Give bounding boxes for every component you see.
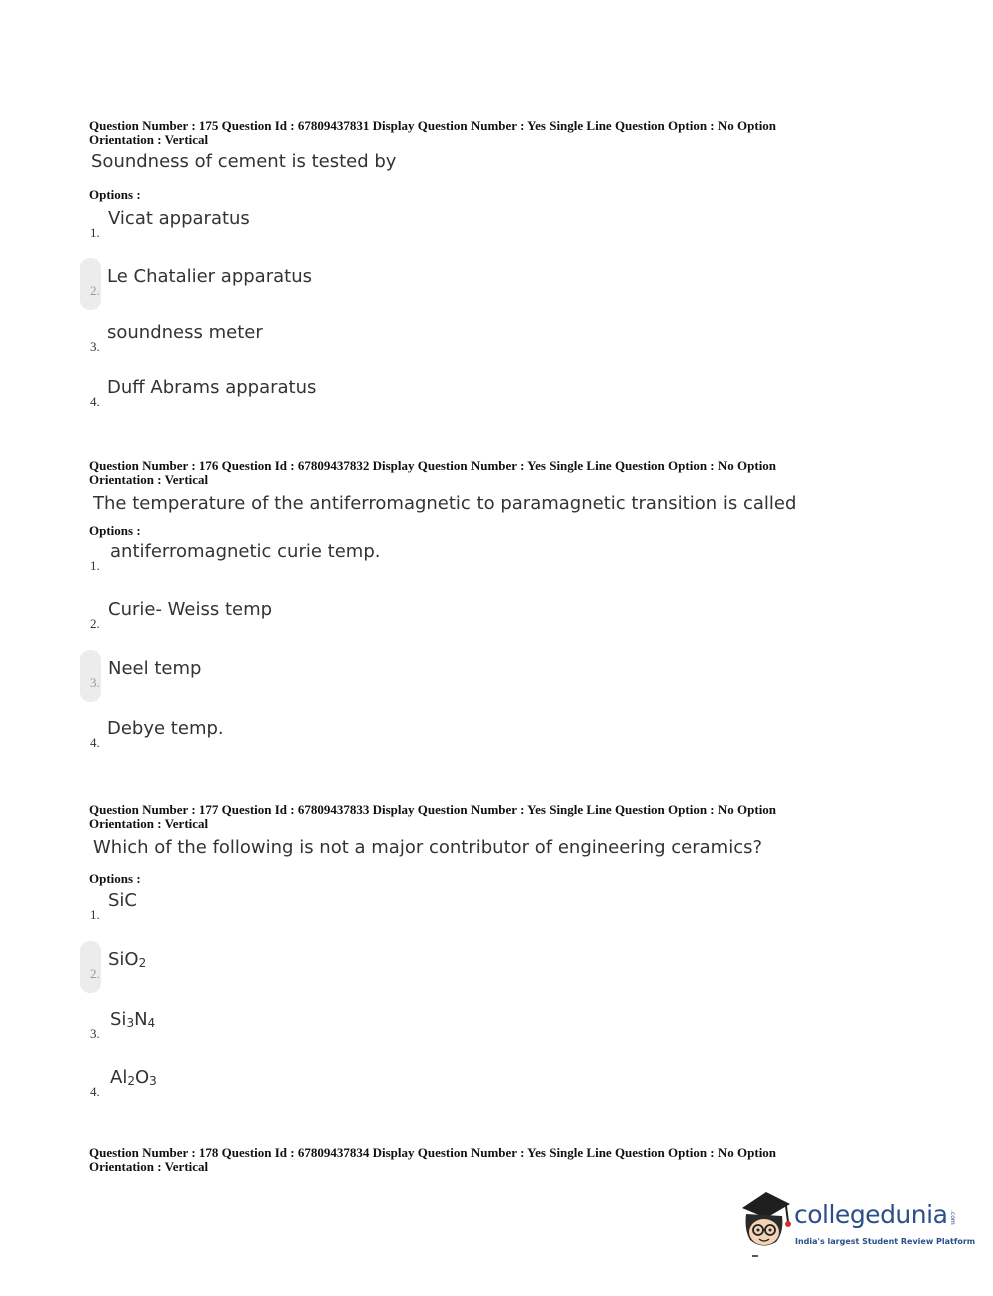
question-meta: [89, 803, 889, 831]
question-meta: [89, 119, 889, 147]
option-item[interactable]: [80, 208, 580, 248]
option-item[interactable]: [80, 322, 580, 362]
question-meta-line: Orientation : Vertical: [89, 816, 209, 831]
collegedunia-logo[interactable]: [736, 1190, 976, 1260]
option-text: $Al_2O_3$: [110, 1067, 157, 1088]
option-number: 4.: [90, 394, 100, 409]
option-number: 1.: [90, 225, 100, 240]
question-meta: [89, 459, 889, 487]
option-item-correct[interactable]: [80, 949, 580, 989]
option-number: 1.: [90, 558, 100, 573]
option-item[interactable]: [80, 890, 580, 930]
option-item[interactable]: [80, 541, 580, 581]
question-text: Soundness of cement is tested by: [91, 151, 397, 172]
question-meta-line: Orientation : Vertical: [89, 132, 209, 147]
option-item[interactable]: [80, 377, 580, 417]
option-text: antiferromagnetic curie temp.: [110, 541, 381, 562]
option-number: 3.: [90, 339, 100, 354]
option-text: SiO$_2$: [108, 949, 147, 970]
option-number: 2.: [90, 616, 100, 631]
options-label: Options :: [89, 871, 141, 886]
option-number: 2.: [90, 966, 100, 981]
option-text: Vicat apparatus: [108, 208, 250, 229]
option-item[interactable]: [80, 718, 580, 758]
question-meta-line: Orientation : Vertical: [89, 1159, 209, 1174]
brand-tagline: India's largest Student Review Platform: [795, 1237, 976, 1246]
option-item[interactable]: [80, 1009, 580, 1049]
option-number: 1.: [90, 907, 100, 922]
option-text: Neel temp: [108, 658, 202, 679]
mascot-icon: [736, 1190, 796, 1260]
question-meta-line: Orientation : Vertical: [89, 472, 209, 487]
option-number: 2.: [90, 283, 100, 298]
option-item-correct[interactable]: [80, 658, 580, 698]
option-text: Le Chatalier apparatus: [107, 266, 312, 287]
option-item[interactable]: [80, 599, 580, 639]
option-text: $Si_3N_4$: [110, 1009, 156, 1030]
brand-suffix: .com: [949, 1210, 956, 1225]
question-meta-line: Question Number : 175 Question Id : 67809437831 Display Question Number : Yes Single Line Question Option : No Option: [89, 118, 777, 133]
option-text: soundness meter: [107, 322, 263, 343]
question-meta-line: Question Number : 178 Question Id : 67809437834 Display Question Number : Yes Single Line Question Option : No Option: [89, 1145, 777, 1160]
option-number: 3.: [90, 1026, 100, 1041]
option-number: 4.: [90, 735, 100, 750]
options-label: Options :: [89, 523, 141, 538]
option-number: 3.: [90, 675, 100, 690]
question-text: Which of the following is not a major contributor of engineering ceramics?: [93, 837, 763, 858]
option-text: Duff Abrams apparatus: [107, 377, 317, 398]
question-meta-line: Question Number : 177 Question Id : 67809437833 Display Question Number : Yes Single Line Question Option : No Option: [89, 802, 777, 817]
option-text: Curie- Weiss temp: [108, 599, 273, 620]
option-text: Debye temp.: [107, 718, 224, 739]
question-meta: [89, 1146, 889, 1174]
option-item-correct[interactable]: [80, 266, 580, 306]
question-text: The temperature of the antiferromagnetic to paramagnetic transition is called: [93, 493, 797, 514]
option-number: 4.: [90, 1084, 100, 1099]
brand-name: collegedunia: [794, 1200, 948, 1229]
options-label: Options :: [89, 187, 141, 202]
option-item[interactable]: [80, 1067, 580, 1107]
question-meta-line: Question Number : 176 Question Id : 67809437832 Display Question Number : Yes Single Line Question Option : No Option: [89, 458, 777, 473]
option-text: SiC: [108, 890, 137, 911]
